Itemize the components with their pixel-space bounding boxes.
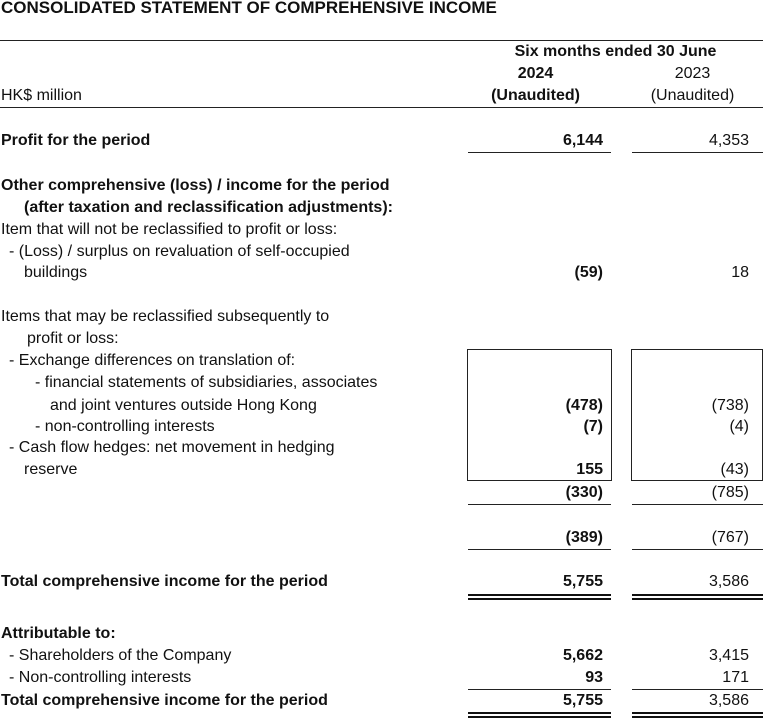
- attrib-rule-prior: [632, 689, 763, 690]
- profit-label: Profit for the period: [1, 132, 151, 149]
- oci-total-rule-prior: [632, 549, 763, 550]
- reclass-heading-line1: Items that may be reclassified subsequently to: [1, 308, 330, 325]
- fin-statements-current: (478): [565, 397, 603, 414]
- reclass-subtotal-prior: (785): [711, 484, 749, 501]
- attrib-total-prior: 3,586: [708, 692, 749, 709]
- oci-heading-line1: Other comprehensive (loss) / income for the period: [1, 177, 390, 194]
- cash-flow-prior: (43): [720, 461, 749, 478]
- attrib-rule-current: [468, 689, 611, 690]
- cash-flow-current: 155: [576, 461, 603, 478]
- unit-label: HK$ million: [1, 87, 82, 104]
- attrib-total-current: 5,755: [562, 692, 603, 709]
- shareholders-current: 5,662: [562, 647, 603, 664]
- profit-rule-current: [468, 152, 611, 153]
- audit-current-header: (Unaudited): [491, 87, 580, 104]
- profit-current: 6,144: [562, 132, 603, 149]
- revaluation-label-line1: - (Loss) / surplus on revaluation of self-occupied: [9, 243, 350, 260]
- reclass-subtotal-current: (330): [565, 484, 603, 501]
- nci-attrib-label: - Non-controlling interests: [9, 669, 192, 686]
- cash-flow-line1: - Cash flow hedges: net movement in hedging: [9, 439, 335, 456]
- total-label: Total comprehensive income for the period: [1, 573, 328, 590]
- fin-statements-line2: and joint ventures outside Hong Kong: [50, 397, 317, 414]
- header-bottom-rule: [0, 107, 763, 108]
- fin-statements-prior: (738): [711, 397, 749, 414]
- total-double-rule-prior: [632, 594, 763, 600]
- not-reclass-heading: Item that will not be reclassified to profit or loss:: [1, 221, 338, 238]
- attrib-total-double-rule-current: [468, 712, 611, 718]
- subtotal-rule-current: [468, 504, 611, 505]
- attrib-total-label: Total comprehensive income for the period: [1, 692, 328, 709]
- year-current-header: 2024: [517, 65, 554, 82]
- shareholders-label: - Shareholders of the Company: [9, 647, 232, 664]
- total-double-rule-current: [468, 594, 611, 600]
- revaluation-label-line2: buildings: [24, 264, 88, 281]
- revaluation-current: (59): [574, 264, 603, 281]
- profit-prior: 4,353: [708, 132, 749, 149]
- revaluation-prior: 18: [731, 264, 749, 281]
- fin-statements-line1: - financial statements of subsidiaries, associates: [35, 374, 378, 391]
- header-top-rule: [0, 40, 763, 41]
- nci-exchange-label: - non-controlling interests: [35, 418, 215, 435]
- oci-total-rule-current: [468, 549, 611, 550]
- year-prior-header: 2023: [674, 65, 711, 82]
- attributable-heading: Attributable to:: [1, 625, 116, 642]
- nci-exchange-prior: (4): [729, 418, 749, 435]
- nci-attrib-current: 93: [585, 669, 603, 686]
- cash-flow-line2: reserve: [24, 461, 78, 478]
- total-current: 5,755: [562, 573, 603, 590]
- profit-rule-prior: [632, 152, 763, 153]
- oci-heading-line2: (after taxation and reclassification adjustments):: [24, 199, 393, 216]
- total-prior: 3,586: [708, 573, 749, 590]
- nci-attrib-prior: 171: [722, 669, 749, 686]
- reclass-heading-line2: profit or loss:: [27, 330, 119, 347]
- period-header: Six months ended 30 June: [514, 43, 717, 60]
- subtotal-rule-prior: [632, 504, 763, 505]
- oci-total-prior: (767): [711, 529, 749, 546]
- oci-total-current: (389): [565, 529, 603, 546]
- exchange-heading: - Exchange differences on translation of:: [9, 352, 296, 369]
- nci-exchange-current: (7): [583, 418, 603, 435]
- shareholders-prior: 3,415: [708, 647, 749, 664]
- page-title: CONSOLIDATED STATEMENT OF COMPREHENSIVE INCOME: [1, 0, 497, 17]
- attrib-total-double-rule-prior: [632, 712, 763, 718]
- audit-prior-header: (Unaudited): [650, 87, 735, 104]
